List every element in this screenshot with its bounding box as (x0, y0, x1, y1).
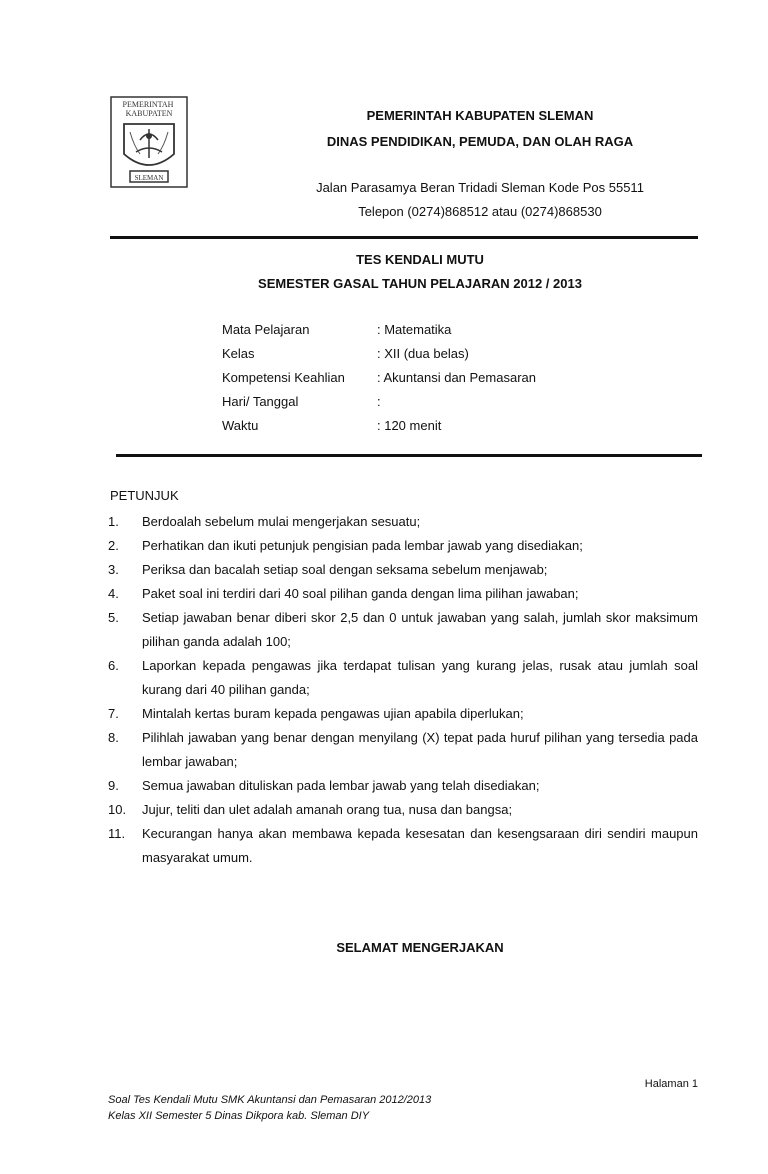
item-text: Setiap jawaban benar diberi skor 2,5 dan 0 untuk jawaban yang salah, jumlah skor maksimum pilihan ganda adalah 100; (142, 610, 698, 649)
logo-caption-bottom: SLEMAN (134, 174, 164, 182)
list-item (108, 510, 698, 534)
item-number: 7. (108, 706, 119, 721)
list-item (108, 606, 698, 654)
item-number: 9. (108, 778, 119, 793)
item-text: Jujur, teliti dan ulet adalah amanah orang tua, nusa dan bangsa; (142, 802, 513, 817)
header-divider (110, 236, 698, 239)
item-text: Pilihlah jawaban yang benar dengan menyilang (X) tepat pada huruf pilihan yang tersedia pada lembar jawaban; (142, 730, 698, 769)
item-text: Periksa dan bacalah setiap soal dengan seksama sebelum menjawab; (142, 562, 548, 577)
item-text: Paket soal ini terdiri dari 40 soal pilihan ganda dengan lima pilihan jawaban; (142, 586, 579, 601)
item-number: 11. (108, 826, 126, 841)
item-number: 6. (108, 658, 119, 673)
item-number: 3. (108, 562, 119, 577)
info-divider (116, 454, 702, 457)
item-number: 8. (108, 730, 119, 745)
info-label: Kelas (222, 346, 255, 361)
page-number: Halaman 1 (644, 1078, 698, 1090)
footer-line-2: Kelas XII Semester 5 Dinas Dikpora kab. Sleman DIY (108, 1110, 370, 1122)
item-text: Perhatikan dan ikuti petunjuk pengisian pada lembar jawab yang disediakan; (142, 538, 583, 553)
header-phone: Telepon (0274)868512 atau (0274)868530 (358, 204, 602, 219)
list-item (108, 774, 698, 798)
closing-message: SELAMAT MENGERJAKAN (336, 940, 504, 955)
info-label: Kompetensi Keahlian (222, 370, 345, 385)
item-text: Mintalah kertas buram kepada pengawas ujian apabila diperlukan; (142, 706, 524, 721)
item-text: Berdoalah sebelum mulai mengerjakan sesuatu; (142, 514, 421, 529)
info-label: Mata Pelajaran (222, 322, 310, 337)
list-item (108, 822, 698, 870)
item-text: Semua jawaban dituliskan pada lembar jawab yang telah disediakan; (142, 778, 540, 793)
footer-line-1: Soal Tes Kendali Mutu SMK Akuntansi dan Pemasaran 2012/2013 (108, 1094, 432, 1106)
item-text: Kecurangan hanya akan membawa kepada kesesatan dan kesengsaraan diri sendiri maupun masyarakat umum. (142, 826, 698, 865)
info-label: Hari/ Tanggal (222, 394, 299, 409)
info-value: : 120 menit (377, 418, 442, 433)
info-value: : XII (dua belas) (377, 346, 469, 361)
exam-semester: SEMESTER GASAL TAHUN PELAJARAN 2012 / 2013 (258, 276, 582, 291)
logo-caption-top: PEMERINTAH KABUPATEN (122, 100, 174, 118)
info-value: : (377, 394, 381, 409)
instructions-heading: PETUNJUK (110, 488, 179, 503)
list-item (108, 798, 698, 822)
instructions-list (108, 510, 698, 870)
info-value: : Akuntansi dan Pemasaran (377, 370, 536, 385)
list-item (108, 654, 698, 702)
header-line-1: PEMERINTAH KABUPATEN SLEMAN (366, 108, 594, 123)
info-row-date (222, 394, 381, 409)
info-label: Waktu (222, 418, 259, 433)
item-number: 5. (108, 610, 119, 625)
item-text: Laporkan kepada pengawas jika terdapat tulisan yang kurang jelas, rusak atau jumlah soal kurang dari 40 pilihan ganda; (142, 658, 698, 697)
info-value: : Matematika (377, 322, 452, 337)
header-address: Jalan Parasamya Beran Tridadi Sleman Kode Pos 55511 (316, 180, 644, 195)
info-row-class (222, 346, 469, 361)
list-item (108, 726, 698, 774)
item-number: 2. (108, 538, 119, 553)
list-item (108, 702, 698, 726)
info-row-competency (222, 370, 536, 385)
list-item (108, 534, 698, 558)
list-item (108, 558, 698, 582)
info-row-time (222, 418, 441, 433)
item-number: 1. (108, 514, 119, 529)
exam-title: TES KENDALI MUTU (356, 252, 484, 267)
item-number: 4. (108, 586, 119, 601)
item-number: 10. (108, 802, 127, 817)
list-item (108, 582, 698, 606)
header-line-2: DINAS PENDIDIKAN, PEMUDA, DAN OLAH RAGA (326, 134, 634, 149)
info-row-subject (222, 322, 451, 337)
